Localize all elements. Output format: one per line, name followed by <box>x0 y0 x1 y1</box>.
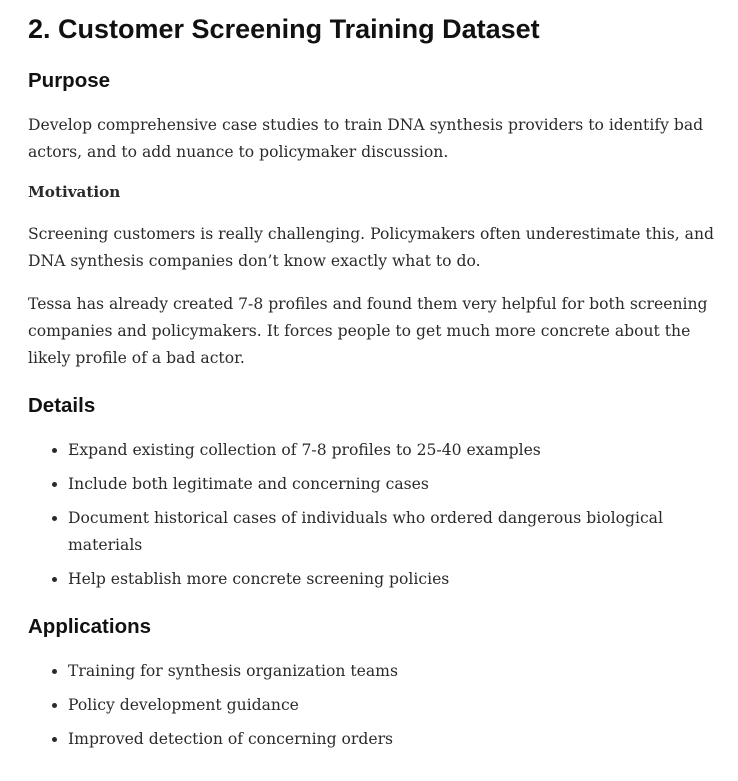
motivation-paragraph-2: Tessa has already created 7-8 profiles and found them very helpful for both screening companies and policymakers. It forces people to get much more concrete about the likely profile of a bad actor. <box>28 295 708 367</box>
list-item: Include both legitimate and concerning cases <box>68 471 728 498</box>
purpose-heading: Purpose <box>28 69 111 92</box>
applications-list <box>28 658 728 753</box>
details-list <box>28 437 728 593</box>
list-item: Expand existing collection of 7-8 profiles to 25-40 examples <box>68 437 728 464</box>
list-item: Help establish more concrete screening policies <box>68 566 728 593</box>
motivation-paragraph-1: Screening customers is really challenging. Policymakers often underestimate this, and DNA synthesis companies don’t know exactly what to do. <box>28 225 714 270</box>
list-item: Document historical cases of individuals who ordered dangerous biological materials <box>68 505 728 559</box>
motivation-heading: Motivation <box>28 183 121 201</box>
document-body <box>28 12 728 753</box>
purpose-paragraph: Develop comprehensive case studies to train DNA synthesis providers to identify bad actors, and to add nuance to policymaker discussion. <box>28 116 704 161</box>
list-item: Training for synthesis organization teams <box>68 658 728 685</box>
list-item: Improved detection of concerning orders <box>68 726 728 753</box>
page-title: 2. Customer Screening Training Dataset <box>28 14 540 44</box>
list-item: Policy development guidance <box>68 692 728 719</box>
details-heading: Details <box>28 394 96 417</box>
applications-heading: Applications <box>28 615 152 638</box>
